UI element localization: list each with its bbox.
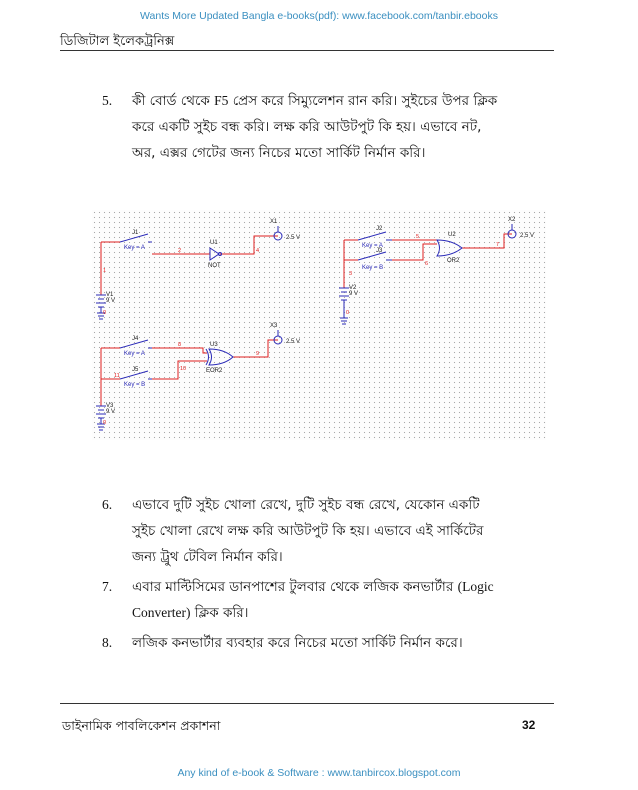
step-line: সুইচ খোলা রেখে লক্ষ করি আউটপুট কি হয়। এভাবে এই সার্কিটের — [132, 523, 484, 539]
step-line: অর, এক্সর গেটের জন্য নিচের মতো সার্কিট নির্মান করি। — [132, 145, 426, 161]
node-label: 5 — [416, 234, 420, 240]
step-7 — [102, 574, 572, 628]
step-line: জন্য ট্রুথ টেবিল নির্মান করি। — [132, 549, 283, 565]
node-label: 11 — [114, 373, 120, 379]
source-value: 9 V — [106, 298, 116, 304]
node-label: 4 — [256, 248, 260, 254]
gate-type: EOR2 — [206, 368, 223, 374]
node-label: 0 — [103, 420, 107, 426]
switch-label: J1 — [132, 230, 139, 236]
step-number: 6. — [102, 497, 113, 512]
probe-label: X3 — [270, 323, 278, 329]
node-label: 9 — [256, 351, 260, 357]
step-line: এবার মাল্টিসিমের ডানপাশের টুলবার থেকে লজিক কনভার্টার (Logic — [132, 579, 494, 595]
source-label: V2 — [349, 285, 357, 291]
switch-label: J4 — [132, 336, 139, 342]
switch-label: J2 — [376, 226, 383, 232]
step-line: করে একটি সুইচ বন্ধ করি। লক্ষ করি আউটপুট কি হয়। এভাবে নট, — [132, 119, 482, 135]
source-value: 9 V — [106, 409, 116, 415]
node-label: 0 — [103, 310, 107, 316]
gate-label: U3 — [210, 342, 218, 348]
probe-label: X2 — [508, 217, 516, 223]
probe-voltage: 2.5 V — [286, 339, 301, 345]
switch-key: Key = A — [124, 351, 145, 357]
step-text — [132, 88, 562, 166]
step-line: Converter) ক্লিক করি। — [132, 605, 249, 621]
header-rule — [60, 50, 554, 51]
step-text — [132, 630, 562, 656]
footer-publisher: ডাইনামিক পাবলিকেশন প্রকাশনা — [62, 718, 221, 733]
switch-key: Key = B — [124, 382, 146, 388]
node-label: 6 — [425, 261, 429, 267]
node-label: 3 — [349, 271, 353, 277]
gate-type: NOT — [208, 263, 221, 269]
step-number: 8. — [102, 635, 113, 650]
gate-label: U1 — [210, 240, 218, 246]
step-line: লজিক কনভার্টার ব্যবহার করে নিচের মতো সার্কিট নির্মান করে। — [132, 635, 463, 651]
node-label: 0 — [346, 310, 350, 316]
source-value: 9 V — [349, 291, 359, 297]
bottom-banner: Any kind of e-book & Software : www.tanbircox.blogspot.com — [177, 767, 461, 779]
switch-key: Key = B — [362, 265, 384, 271]
gate-type: OR2 — [447, 258, 460, 264]
node-label: 7 — [496, 242, 500, 248]
step-number: 7. — [102, 579, 113, 594]
probe-label: X1 — [270, 219, 278, 225]
step-8 — [102, 630, 572, 658]
gate-label: U2 — [448, 232, 456, 238]
switch-label: J3 — [376, 248, 383, 254]
running-header-title: ডিজিটাল ইলেকট্রনিক্স — [60, 34, 175, 49]
circuit-svg — [92, 210, 546, 440]
node-label: 1 — [103, 268, 107, 274]
step-5 — [102, 88, 572, 172]
step-number: 5. — [102, 93, 113, 108]
footer-rule — [60, 703, 554, 704]
top-banner: Wants More Updated Bangla e-books(pdf): www.facebook.com/tanbir.ebooks — [140, 10, 498, 22]
step-line: এভাবে দুটি সুইচ খোলা রেখে, দুটি সুইচ বন্ধ রেখে, যেকোন একটি — [132, 497, 480, 513]
switch-key: Key = A — [362, 243, 383, 249]
page-number: 32 — [522, 718, 536, 732]
node-label: 10 — [180, 366, 187, 372]
step-text — [132, 574, 562, 626]
step-line: কী বোর্ড থেকে F5 প্রেস করে সিম্যুলেশন রান করি। সুইচের উপর ক্লিক — [132, 93, 498, 109]
circuit-diagram — [92, 210, 546, 440]
source-label: V1 — [106, 292, 114, 298]
step-6 — [102, 492, 572, 572]
probe-voltage: 2.5 V — [286, 235, 301, 241]
switch-label: J5 — [132, 367, 139, 373]
source-label: V3 — [106, 403, 114, 409]
switch-key: Key = A — [124, 245, 145, 251]
probe-voltage: 2.5 V — [520, 233, 535, 239]
node-label: 2 — [178, 248, 182, 254]
node-label: 8 — [178, 342, 182, 348]
step-text — [132, 492, 562, 570]
